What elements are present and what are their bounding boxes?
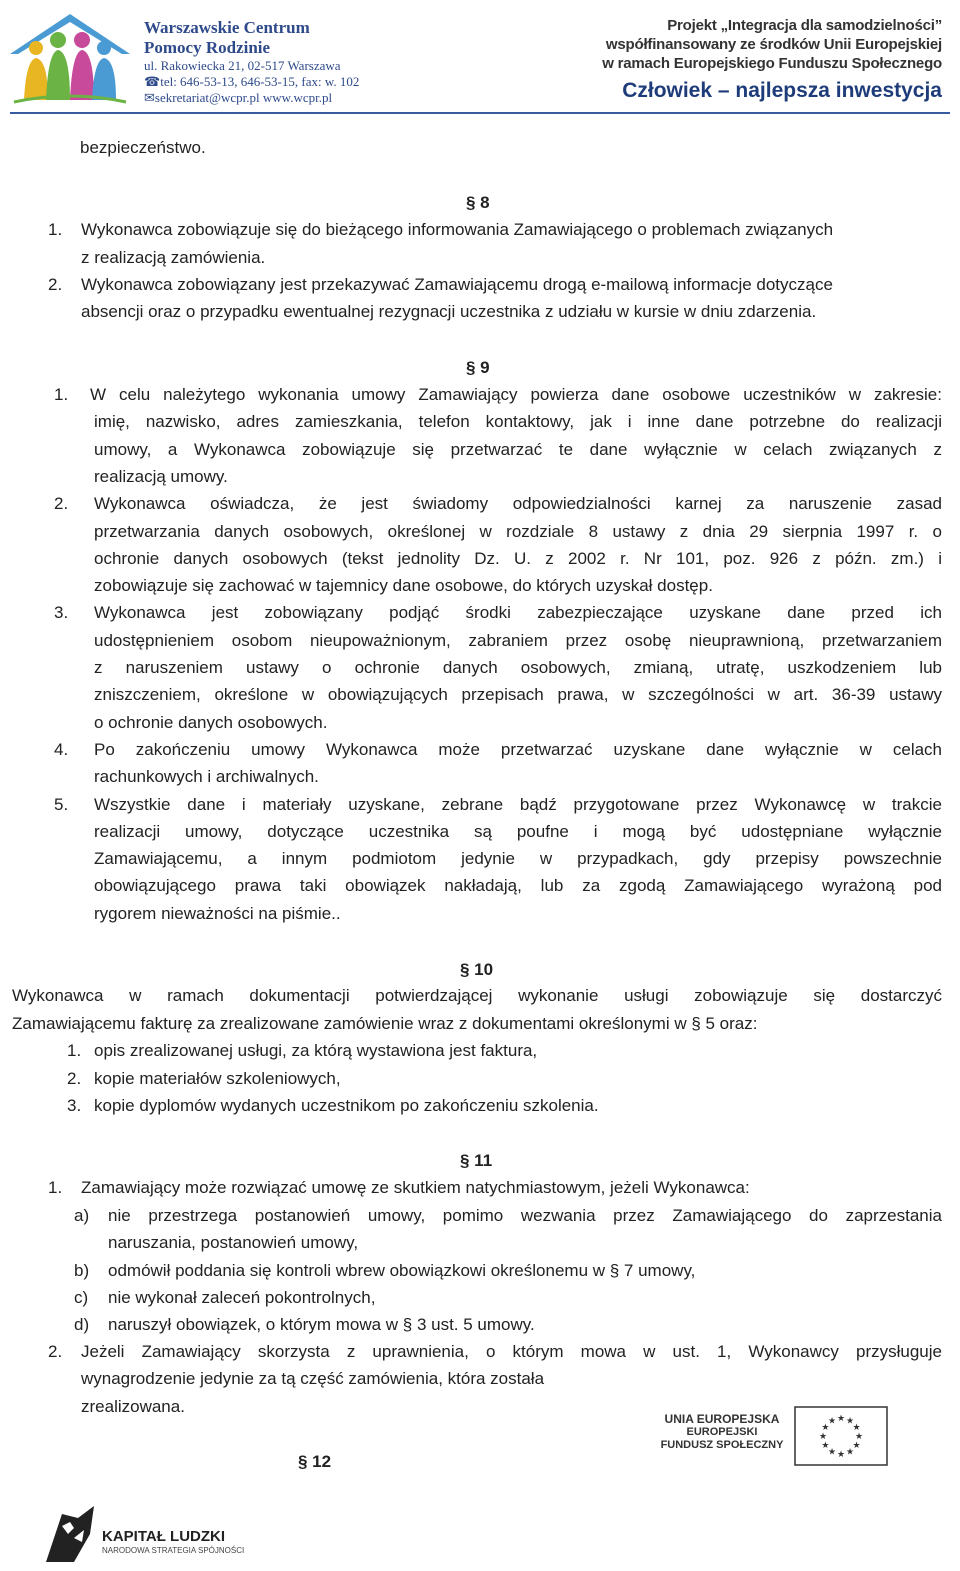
s11-sub-letter: b) (74, 1260, 90, 1280)
section-9-title: § 9 (466, 358, 490, 377)
section-11-title: § 11 (460, 1151, 493, 1170)
s9-item-line: realizacją umowy. (94, 466, 228, 486)
s11-sub-line1: naruszył obowiązek, o którym mowa w § 3 ust. 5 umowy. (108, 1315, 535, 1335)
s9-item-line: Zamawiającemu, a innym podmiotom jedynie w przypadkach, gdy przepisy powszechnie (94, 849, 942, 869)
s9-item-line: Wszystkie dane i materiały uzyskane, zebrane bądź przygotowane przez Wykonawcę w trakcie (94, 794, 942, 814)
s11-sub-line1: odmówił poddania się kontroli wbrew obowiązkowi określonemu w § 7 umowy, (108, 1260, 696, 1280)
s8-item1-number: 1. (48, 220, 63, 239)
eu-star-icon: ★ (821, 1440, 830, 1450)
s10-intro-line1: Wykonawca w ramach dokumentacji potwierdzającej wykonanie usługi zobowiązuje się dostarczyć (12, 986, 942, 1005)
s9-item-line: rygorem nieważności na piśmie.. (94, 903, 341, 923)
kl-subtitle: NARODOWA STRATEGIA SPÓJNOŚCI (102, 1546, 245, 1555)
s9-item-line: W celu należytego wykonania umowy Zamawiający powierza dane osobowe uczestników w zakresie: (90, 385, 942, 404)
s8-item2-line1: Wykonawca zobowiązany jest przekazywać Zamawiającemu drogą e-mailową informacje dotyczące (81, 275, 833, 294)
s11-item2-line2: wynagrodzenie jedynie za tą część zamówienia, która została (81, 1369, 545, 1388)
s9-item-line: przetwarzania danych osobowych, określonej w rozdziale 8 ustawy z dnia 29 sierpnia 1997 r. o (94, 521, 942, 541)
project-motto: Człowiek – najlepsza inwestycja (622, 79, 942, 102)
eu-star-icon: ★ (845, 1446, 855, 1457)
s11-sub-line1: nie wykonał zaleceń pokontrolnych, (108, 1287, 376, 1307)
eu-star-icon: ★ (836, 1449, 846, 1459)
s9-item-number: 3. (54, 603, 69, 623)
s9-item-number: 5. (54, 794, 69, 814)
letterhead (0, 0, 960, 116)
header-divider (10, 112, 950, 114)
s11-item2-line1: Jeżeli Zamawiający skorzysta z uprawnienia, o którym mowa w ust. 1, Wykonawcy przysługuje (81, 1342, 942, 1361)
org-name-line2: Pomocy Rodzinie (144, 38, 271, 57)
project-line1: Projekt „Integracja dla samodzielności” (667, 17, 942, 34)
eu-line3: FUNDUSZ SPOŁECZNY (660, 1439, 784, 1451)
kapital-ludzki-logo (44, 1504, 245, 1569)
section-10-title: § 10 (460, 960, 494, 979)
s8-item1-line1: Wykonawca zobowiązuje się do bieżącego informowania Zamawiającego o problemach związanych (81, 220, 834, 239)
s9-item-line: o ochronie danych osobowych. (94, 712, 328, 732)
s10-item-text: opis zrealizowanej usługi, za którą wystawiona jest faktura, (94, 1041, 538, 1060)
s11-item2-line3: zrealizowana. (81, 1397, 185, 1416)
s9-item-number: 4. (54, 739, 69, 759)
s9-item-line: ochronie danych osobowych (tekst jednolity Dz. U. z 2002 r. Nr 101, poz. 926 z późn. zm.) i (94, 548, 942, 568)
s11-sub-letter: d) (74, 1315, 90, 1335)
s9-item-number: 2. (54, 494, 69, 514)
s8-item1-line2: z realizacją zamówienia. (81, 248, 266, 267)
s9-item-line: Wykonawca oświadcza, że jest świadomy odpowiedzialności karnej za naruszenie zasad (94, 494, 942, 514)
s9-item-line: imię, nazwisko, adres zamieszkania, telefon kontaktowy, jak i inne dane potrzebne do realizacji (94, 412, 942, 432)
eu-star-icon: ★ (845, 1415, 855, 1426)
s11-sub-line1: nie przestrzega postanowień umowy, pomimo wezwania przez Zamawiającego do zaprzestania (108, 1206, 942, 1225)
s8-item2-number: 2. (48, 275, 63, 294)
continued-text: bezpieczeństwo. (80, 138, 206, 157)
s10-item-number: 2. (67, 1068, 82, 1088)
kl-name: KAPITAŁ LUDZKI (102, 1528, 226, 1545)
s11-sub-line2: naruszania, postanowień umowy, (108, 1233, 359, 1253)
eu-line2: EUROPEJSKI (686, 1426, 758, 1438)
mail-icon: ✉ (144, 90, 155, 105)
project-line2: współfinansowany ze środków Unii Europejskiej (605, 36, 942, 53)
s10-item-number: 1. (67, 1041, 82, 1060)
s9-item-line: Wykonawca jest zobowiązany podjąć środki zabezpieczające uzyskane dane przed ich (94, 603, 942, 623)
s9-item-number: 1. (54, 385, 69, 404)
s9-item-line: rachunkowych i archiwalnych. (94, 767, 319, 787)
kapital-ludzki-icon (44, 1504, 98, 1564)
eu-star-icon: ★ (827, 1446, 837, 1457)
s9-item-line: Po zakończeniu umowy Wykonawca może przetwarzać uzyskane dane wyłącznie w celach (94, 739, 942, 759)
s11-item1-text: Zamawiający może rozwiązać umowę ze skutkiem natychmiastowym, jeżeli Wykonawca: (81, 1178, 750, 1197)
s10-intro-line2: Zamawiającemu fakturę za zrealizowane zamówienie wraz z dokumentami określonymi w § 5 oraz: (12, 1014, 758, 1033)
phone-icon: ☎ (144, 74, 161, 89)
org-email-web: sekretariat@wcpr.pl www.wcpr.pl (154, 90, 333, 105)
org-phones: tel: 646-53-13, 646-53-15, fax: w. 102 (160, 74, 360, 89)
eu-star-icon: ★ (818, 1431, 828, 1441)
s9-item-line: realizacji umowy, dotyczące uczestnika są poufne i mogą być udostępniane wyłącznie (94, 821, 942, 841)
project-line3: w ramach Europejskiego Funduszu Społecznego (602, 55, 942, 72)
s9-item-line: umowy, a Wykonawca zobowiązuje się przetwarzać te dane wyłącznie w celach związanych z (94, 439, 942, 459)
org-address: ul. Rakowiecka 21, 02-517 Warszawa (144, 58, 341, 73)
eu-star-icon: ★ (852, 1422, 861, 1432)
wcpr-logo-icon (6, 8, 134, 108)
eu-line1: UNIA EUROPEJSKA (664, 1412, 780, 1426)
s11-sub-letter: c) (74, 1287, 89, 1307)
s9-item-line: z naruszeniem ustawy o ochronie danych osobowych, zmianą, utratę, uszkodzeniem lub (94, 658, 942, 677)
eu-flag-icon (794, 1406, 888, 1466)
s10-item-number: 3. (67, 1096, 82, 1115)
s9-item-line: udostępnieniem osobom nieupoważnionym, zabraniem przez osobę nieuprawnioną, przetwarzaniem (94, 630, 942, 650)
eu-star-icon: ★ (836, 1413, 846, 1423)
s9-item-line: zobowiązuje się zachować w tajemnicy dane osobowe, do których uzyskał dostęp. (94, 576, 713, 596)
eu-star-icon: ★ (821, 1422, 830, 1432)
org-name-line1: Warszawskie Centrum (144, 18, 310, 37)
s9-item-line: obowiązującego prawa taki obowiązek nakładają, lub za zgodą Zamawiającego wyrażoną pod (94, 876, 942, 896)
s10-item-text: kopie dyplomów wydanych uczestnikom po zakończeniu szkolenia. (94, 1096, 599, 1115)
s11-item2-number: 2. (48, 1342, 63, 1361)
s11-item1-number: 1. (48, 1178, 63, 1197)
s9-item-line: zniszczeniem, określone w obowiązujących przepisach prawa, w szczególności w art. 36-39 ustawy (94, 685, 942, 705)
s8-item2-line2: absencji oraz o przypadku ewentualnej rezygnacji uczestnika z udziału w kursie w dniu zdarzenia. (81, 302, 817, 321)
s10-item-text: kopie materiałów szkoleniowych, (94, 1068, 341, 1088)
s11-sub-letter: a) (74, 1206, 90, 1225)
eu-star-icon: ★ (854, 1431, 864, 1441)
section-8-title: § 8 (466, 193, 490, 212)
eu-star-icon: ★ (852, 1440, 861, 1450)
section-12-title: § 12 (298, 1452, 332, 1471)
eu-star-icon: ★ (827, 1415, 837, 1426)
